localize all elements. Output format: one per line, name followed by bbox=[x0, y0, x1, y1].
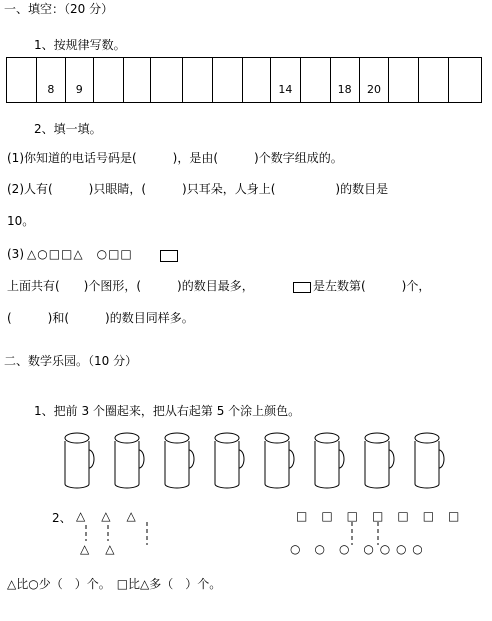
section1-title: 一、填空：（20 分） bbox=[4, 2, 114, 16]
grid-cell-value: 8 bbox=[47, 83, 55, 96]
q2-p2: (2)人有( )只眼睛，( )只耳朵，人身上( )的数目是 bbox=[7, 182, 389, 196]
answer-line: △比○少（ ）个。 □比△多（ ）个。 bbox=[7, 577, 222, 591]
q1-label: 1、按规律写数。 bbox=[34, 38, 126, 52]
q2-p4b: 是左数第( )个， bbox=[313, 279, 431, 293]
grid-cell-value: 14 bbox=[278, 83, 293, 96]
s2-q2-label: 2、 bbox=[52, 511, 72, 525]
circles-row: ○ ○ ○ ○ ○ ○ ○ bbox=[290, 542, 424, 556]
q2-p1: (1)你知道的电话号码是( )，是由( )个数字组成的。 bbox=[7, 151, 343, 165]
q2-p4: 上面共有( )个图形，( )的数目最多， bbox=[7, 279, 254, 293]
q2-p5: ( )和( )的数目同样多。 bbox=[7, 311, 194, 325]
triangles-top: △ △ △ bbox=[76, 509, 138, 523]
squares-row: □ □ □ □ □ □ □ bbox=[296, 509, 461, 523]
q2-p3-prefix: (3) bbox=[7, 247, 24, 261]
grid-cell-value: 20 bbox=[366, 83, 381, 96]
q2-label: 2、填一填。 bbox=[34, 122, 102, 136]
section2-title: 二、数学乐园。（10 分） bbox=[4, 354, 138, 368]
grid-cell-value: 9 bbox=[75, 83, 83, 96]
q2-p2b: 10。 bbox=[7, 214, 35, 228]
s2-q1-label: 1、把前 3 个圈起来，把从右起第 5 个涂上颜色。 bbox=[34, 404, 301, 418]
shape-sequence: △○□□△ ○□□ bbox=[27, 247, 133, 261]
triangles-bottom: △ △ bbox=[80, 542, 117, 556]
grid-cell-value: 18 bbox=[337, 83, 352, 96]
